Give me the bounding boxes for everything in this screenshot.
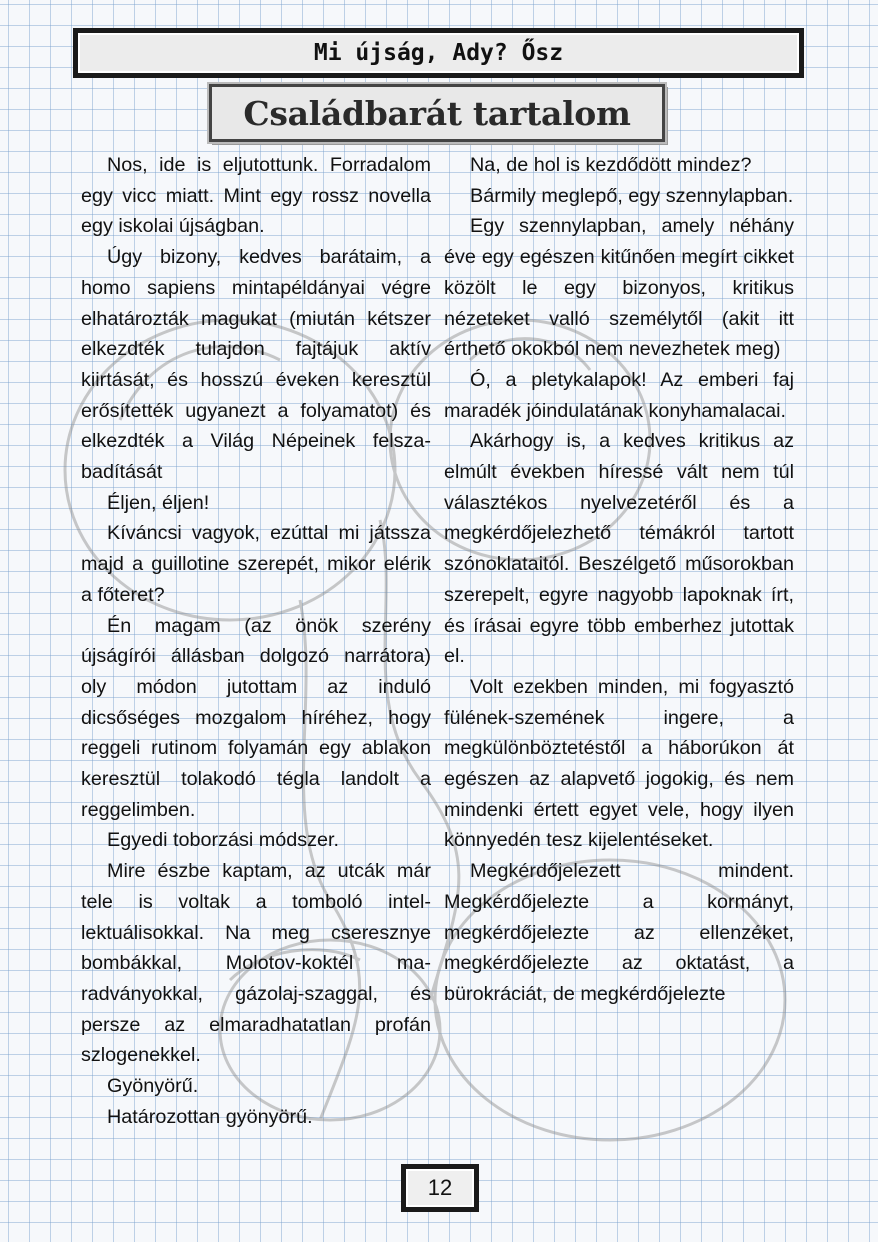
paragraph: Akárhogy is, a kedves kritikus az elmúlt években híressé vált nem túl választékos nyelvezetéről és a megkérdőjelezhető témákról tartott szónoklataitól. Beszélgető műsorokban szerepelt, egyre nagyobb lapoknak írt, és írásai egyre több emberhez jutottak el. (444, 430, 794, 668)
paragraph: Éljen, éljen! (107, 491, 210, 514)
paragraph: Ó, a pletykalapok! Az emberi faj maradék jóindulatának konyhamalacai. (444, 368, 794, 422)
article-right-column (444, 150, 794, 1010)
paragraph: Na, de hol is kezdődött mindez? (470, 154, 752, 176)
page-number-box (401, 1164, 479, 1212)
article-title: Családbarát tartalom (243, 93, 631, 133)
paragraph: Gyönyörű. (107, 1075, 199, 1098)
paragraph: Megkérdőjelezett mindent. Megkérdőjelezte a kormányt, megkérdőjelezte az ellenzéket, megkérdőjelezte az oktatást, a bürokráciát, de megkérdőjelezte (444, 860, 794, 1005)
paragraph: Nos, ide is eljutottunk. Forradalom egy vicc miatt. Mint egy rossz novella egy iskolai újságban. (81, 154, 431, 238)
paragraph: Úgy bizony, kedves barátaim, a homo sapiens mintapéldányai végre elhatározták magukat (miután kétszer elkezdték tulajdon fajtájuk aktív kiirtását, és hosszú éveken keresztül erősítették ugyanezt a folyamatot) és elkezdték a Világ Népeinek felszabadítását (81, 246, 431, 484)
page-number: 12 (406, 1169, 474, 1207)
article-title-box (209, 84, 665, 142)
paragraph: Volt ezekben minden, mi fogyasztó fülének-szemének ingere, a megkülönböztetéstől a háborúkon át egészen az alapvető jogokig, és nem mindenki értett egyet vele, hogy ilyen könnyedén tesz kijelentéseket. (444, 675, 794, 852)
paragraph: Egy szennylapban, amely néhány éve egy egészen kitűnően megírt cikket közölt le egy bizonyos, kritikus nézeteket valló személytől (akit itt érthető okokból nem nevezhetek meg) (444, 215, 794, 361)
paragraph: Mire észbe kaptam, az utcák már tele is voltak a tomboló intellektuálisokkal. Na meg cseresznye bombákkal, Molotov-koktél maradványokkal, gázolaj-szaggal, és persze az elmaradhatatlan profán szlogenekkel. (81, 860, 431, 1067)
paragraph: Határozottan gyönyörű. (107, 1105, 313, 1128)
magazine-title: Mi újság, Ady? Ősz (78, 33, 799, 73)
article-left-column (81, 150, 431, 1133)
paragraph: Kíváncsi vagyok, ezúttal mi játssza majd a guillotine szerepét, mikor elérik a főteret? (81, 522, 431, 606)
paragraph: Én magam (az önök szerény újságírói állásban dolgozó narrátora) oly módon jutottam az induló dicsőséges mozgalom híréhez, hogy reggeli rutinom folyamán egy ablakon keresztül tolakodó tégla landolt a reggelimben. (81, 614, 431, 821)
paragraph: Bármily meglepő, egy szennylapban. (470, 184, 794, 207)
paragraph: Egyedi toborzási módszer. (107, 829, 339, 852)
magazine-header (73, 28, 804, 78)
